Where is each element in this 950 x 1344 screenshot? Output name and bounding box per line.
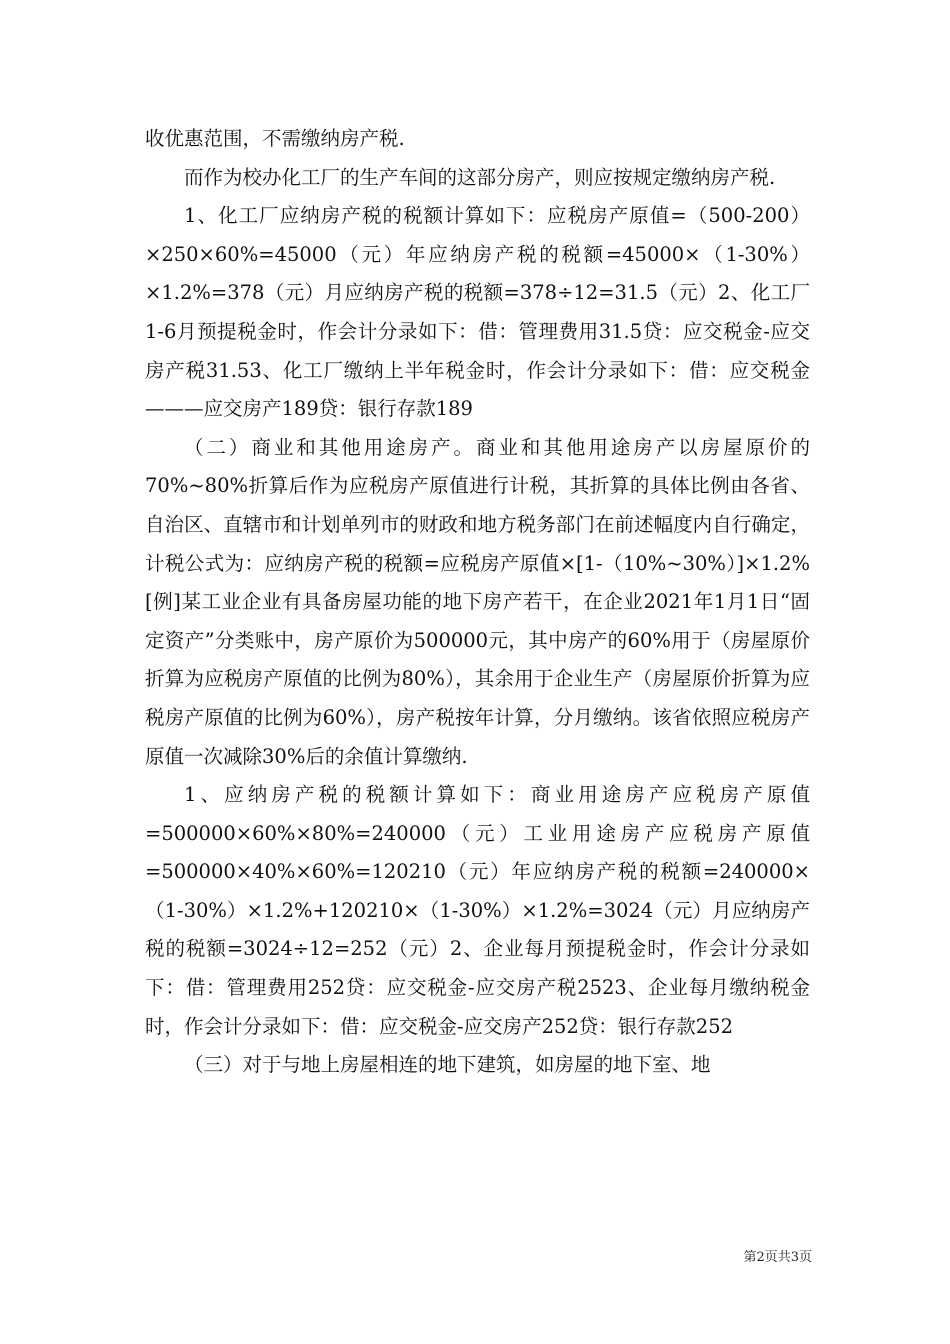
paragraph: 收优惠范围，不需缴纳房产税. bbox=[145, 127, 405, 150]
paragraph: 1、化工厂应纳房产税的税额计算如下：应税房产原值=（500-200）×250×60%=45000（元）年应纳房产税的税额=45000×（1-30%）×1.2%=378（元）月应纳房产税的税额=378÷12=31.5（元）2、化工厂1-6月预提税金时，作会计分录如下：借：管理费用31.5贷：应交税金-应交房产税31.53、化工厂缴纳上半年税金时，作会计分录如下：借：应交税金———应交房产189贷：银行存款189 bbox=[145, 204, 810, 421]
document-body bbox=[145, 120, 810, 1085]
paragraph: 而作为校办化工厂的生产车间的这部分房产，则应按规定缴纳房产税. bbox=[184, 165, 776, 189]
paragraph: （三）对于与地上房屋相连的地下建筑，如房屋的地下室、地 bbox=[184, 1053, 711, 1077]
paragraph: （二）商业和其他用途房产。商业和其他用途房产以房屋原价的70%~80%折算后作为应税房产原值进行计税，其折算的具体比例由各省、自治区、直辖市和计划单列市的财政和地方税务部门在前述幅度内自行确定，计税公式为：应纳房产税的税额=应税房产原值×[1-（10%~30%）]×1.2%[例]某工业企业有具备房屋功能的地下房产若干，在企业2021年1月1日“固定资产”分类账中，房产原价为500000元，其中房产的60%用于（房屋原价折算为应税房产原值的比例为80%），其余用于企业生产（房屋原价折算为应税房产原值的比例为60%），房产税按年计算，分月缴纳。该省依照应税房产原值一次减除30%后的余值计算缴纳. bbox=[145, 435, 810, 768]
paragraph: 1、应纳房产税的税额计算如下：商业用途房产应税房产原值=500000×60%×80%=240000（元）工业用途房产应税房产原值=500000×40%×60%=120210（元）年应纳房产税的税额=240000×（1-30%）×1.2%+120210×（1-30%）×1.2%=3024（元）月应纳房产税的税额=3024÷12=252（元）2、企业每月预提税金时，作会计分录如下：借：管理费用252贷：应交税金-应交房产税2523、企业每月缴纳税金时，作会计分录如下：借：应交税金-应交房产252贷：银行存款252 bbox=[145, 783, 810, 1038]
page-number: 第2页共3页 bbox=[743, 1250, 812, 1265]
